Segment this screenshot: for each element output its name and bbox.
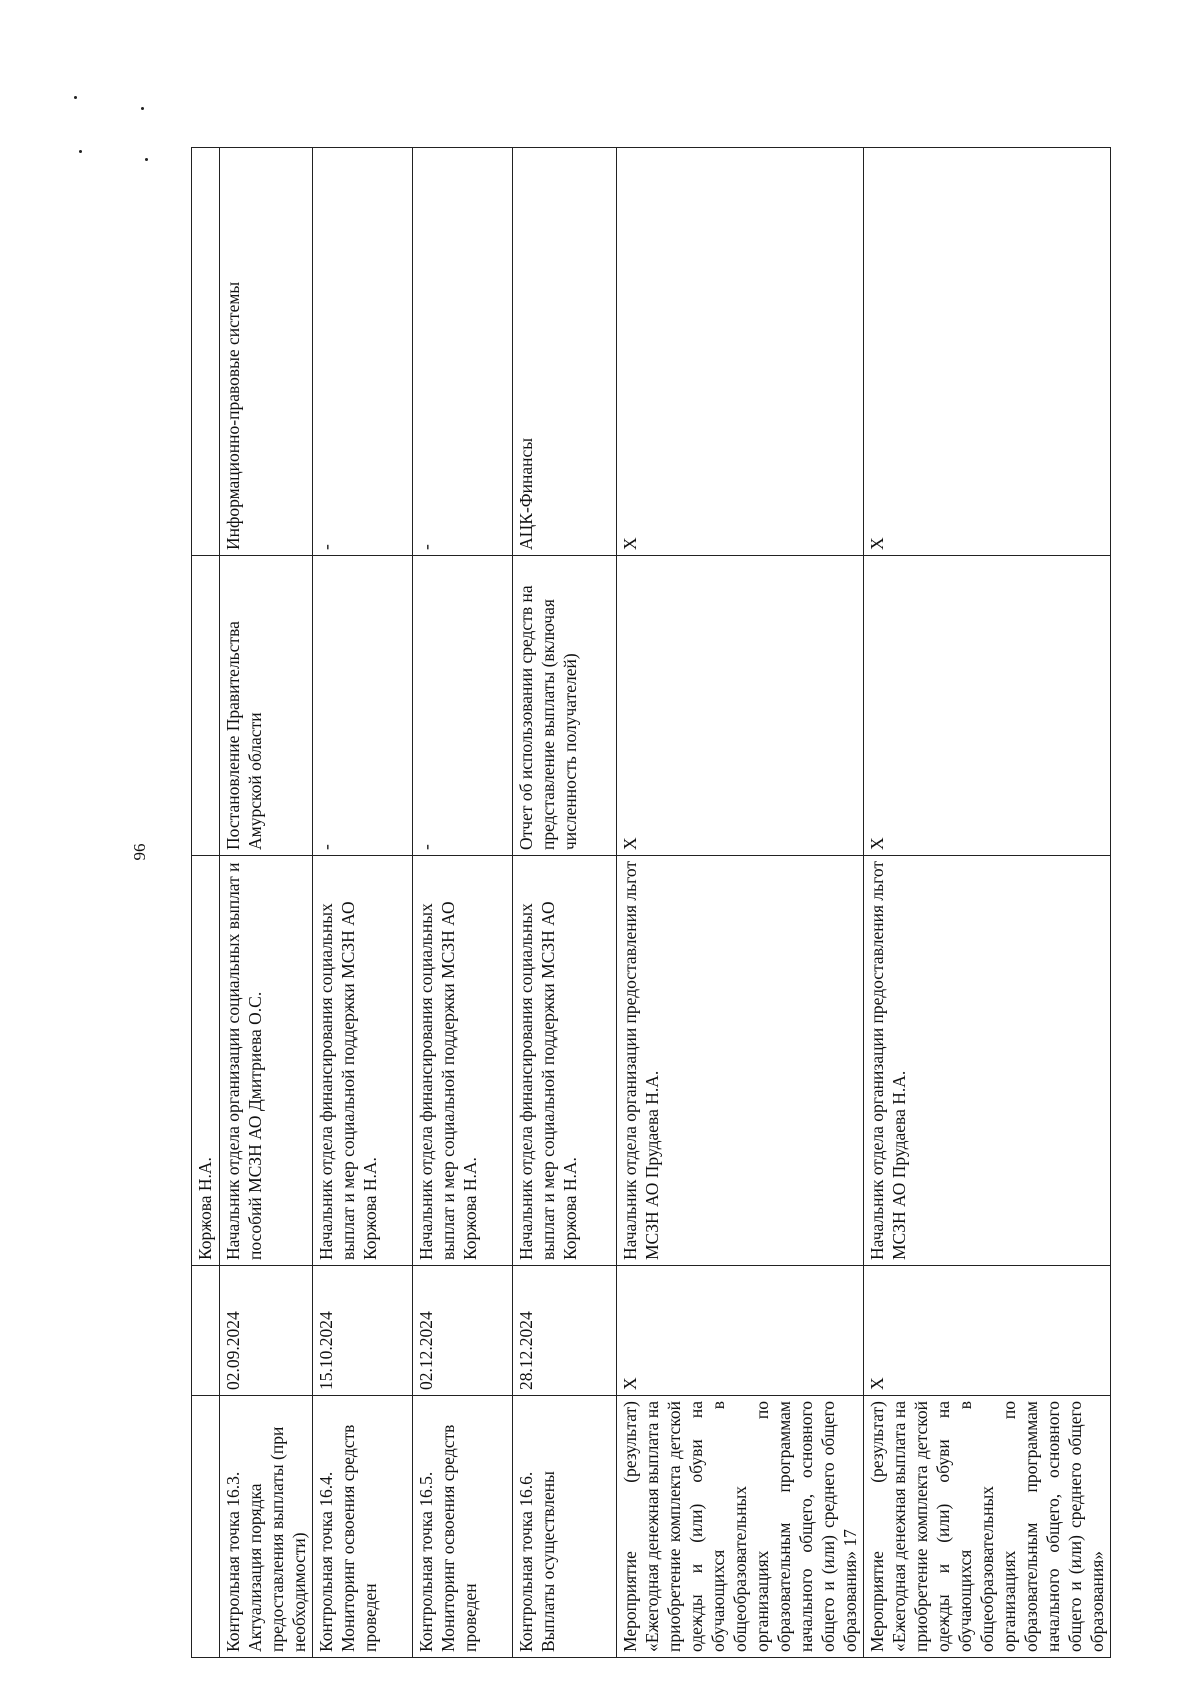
responsible-cell: Начальник отдела финансирования социальных выплат и мер социальной поддержки МСЗН АО Коржова Н.А. bbox=[413, 856, 513, 1266]
date-cell bbox=[192, 1266, 220, 1396]
event-cell: Контрольная точка 16.3. Актуализация порядка предоставления выплаты (при необходимости) bbox=[220, 1396, 313, 1658]
document-cell bbox=[192, 556, 220, 856]
event-cell: Контрольная точка 16.6. Выплаты осуществлены bbox=[513, 1396, 617, 1658]
responsible-cell: Коржова Н.А. bbox=[192, 856, 220, 1266]
table-row bbox=[864, 148, 1111, 1658]
system-cell: Информационно-правовые системы bbox=[220, 148, 313, 556]
scan-speck bbox=[74, 96, 77, 99]
table-row bbox=[192, 148, 220, 1658]
table-row bbox=[617, 148, 864, 1658]
event-cell: Контрольная точка 16.4. Мониторинг освоения средств проведен bbox=[313, 1396, 413, 1658]
responsible-cell: Начальник отдела финансирования социальных выплат и мер социальной поддержки МСЗН АО Коржова Н.А. bbox=[513, 856, 617, 1266]
document-cell: - bbox=[313, 556, 413, 856]
date-cell: 02.12.2024 bbox=[413, 1266, 513, 1396]
responsible-cell: Начальник отдела организации предоставления льгот МСЗН АО Прудаева Н.А. bbox=[617, 856, 864, 1266]
scan-speck bbox=[145, 158, 148, 161]
date-cell: 02.09.2024 bbox=[220, 1266, 313, 1396]
event-cell bbox=[192, 1396, 220, 1658]
date-cell: 28.12.2024 bbox=[513, 1266, 617, 1396]
events-table bbox=[191, 147, 1111, 1658]
table-row bbox=[513, 148, 617, 1658]
scan-speck bbox=[79, 150, 82, 153]
system-cell bbox=[192, 148, 220, 556]
system-cell: X bbox=[617, 148, 864, 556]
table-row bbox=[313, 148, 413, 1658]
responsible-cell: Начальник отдела организации социальных выплат и пособий МСЗН АО Дмитриева О.С. bbox=[220, 856, 313, 1266]
system-cell: АЦК-Финансы bbox=[513, 148, 617, 556]
document-cell: Отчет об использовании средств на представление выплаты (включая численность получателей) bbox=[513, 556, 617, 856]
event-cell: Мероприятие (результат) «Ежегодная денежная выплата на приобретение комплекта детской одежды и (или) обуви на обучающихся в общеобразовательных организациях по образовательным программам начального общего, основного общего и (или) среднего общего образования» 17 bbox=[617, 1396, 864, 1658]
date-cell: X bbox=[864, 1266, 1111, 1396]
event-cell: Мероприятие (результат) «Ежегодная денежная выплата на приобретение комплекта детской одежды и (или) обуви на обучающихся в общеобразовательных организациях по образовательным программам начального общего, основного общего и (или) среднего общего образования» bbox=[864, 1396, 1111, 1658]
table-row bbox=[413, 148, 513, 1658]
document-cell: - bbox=[413, 556, 513, 856]
event-cell: Контрольная точка 16.5. Мониторинг освоения средств проведен bbox=[413, 1396, 513, 1658]
responsible-cell: Начальник отдела организации предоставления льгот МСЗН АО Прудаева Н.А. bbox=[864, 856, 1111, 1266]
table-row bbox=[220, 148, 313, 1658]
system-cell: - bbox=[313, 148, 413, 556]
system-cell: - bbox=[413, 148, 513, 556]
document-cell: X bbox=[617, 556, 864, 856]
document-cell: Постановление Правительства Амурской области bbox=[220, 556, 313, 856]
date-cell: 15.10.2024 bbox=[313, 1266, 413, 1396]
rotated-table-container bbox=[191, 148, 1107, 1658]
document-cell: X bbox=[864, 556, 1111, 856]
page-number: 96 bbox=[130, 843, 149, 861]
table-body bbox=[192, 148, 1111, 1658]
date-cell: X bbox=[617, 1266, 864, 1396]
scan-speck bbox=[141, 107, 144, 110]
system-cell: X bbox=[864, 148, 1111, 556]
responsible-cell: Начальник отдела финансирования социальных выплат и мер социальной поддержки МСЗН АО Коржова Н.А. bbox=[313, 856, 413, 1266]
